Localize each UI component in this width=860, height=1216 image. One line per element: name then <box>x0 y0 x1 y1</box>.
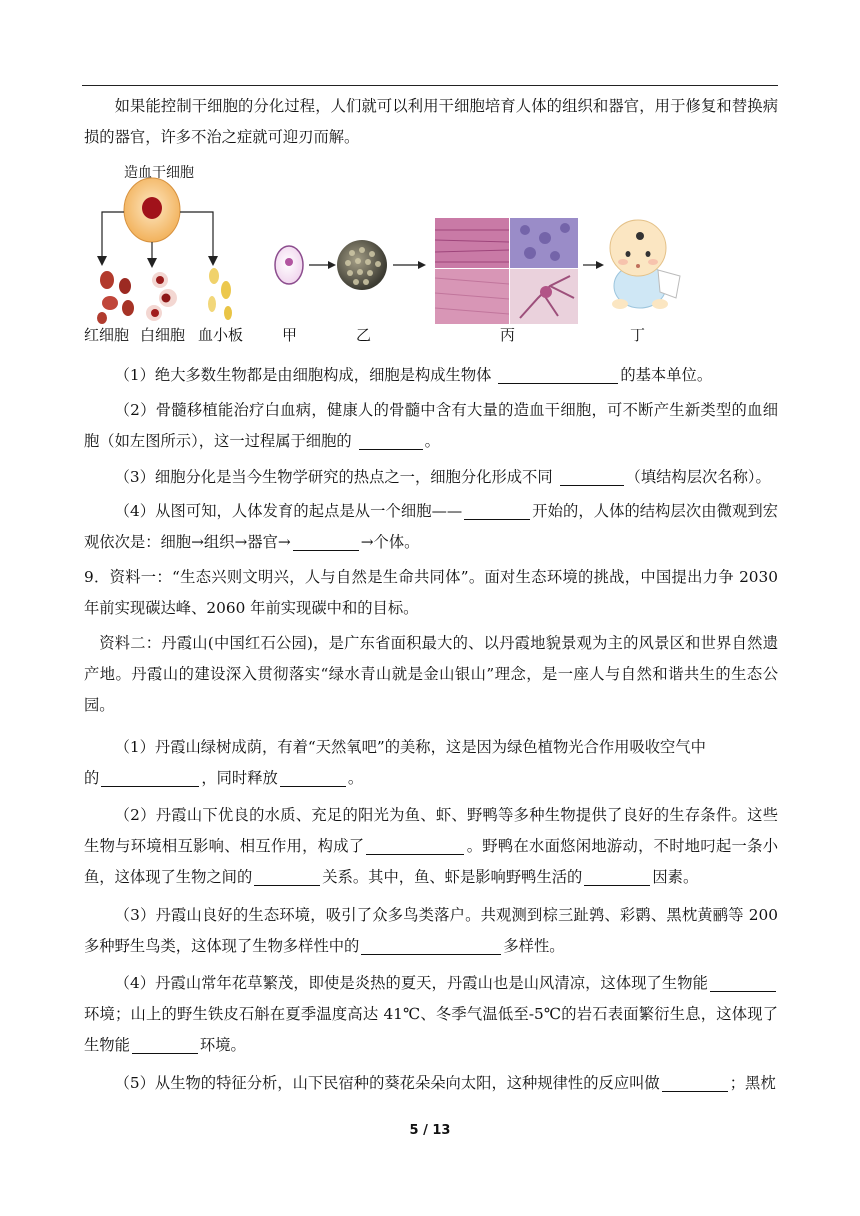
q9-item-4: （4）丹霞山常年花草繁茂，即使是炎热的夏天，丹霞山也是山风清凉，这体现了生物能环境；山上的野生铁皮石斛在夏季温度高达 41℃、冬季气温低至-5℃的岩石表面繁衍生息，这体现了生物能 环境。 <box>84 974 778 1054</box>
label-white-blood-cell: 白细胞 <box>140 326 186 344</box>
q9-material-1: 9．资料一：“生态兴则文明兴，人与自然是生命共同体”。面对生态环境的挑战，中国提出力争 2030 年前实现碳达峰、2060 年前实现碳中和的目标。 <box>84 568 778 617</box>
label-jia: 甲 <box>282 326 298 344</box>
stem-cell-title: 造血干细胞 <box>124 165 194 181</box>
q9-item-3: （3）丹霞山良好的生态环境，吸引了众多鸟类落户。共观测到棕三趾鹑、彩鹮、黑枕黄鹂等 200 多种野生鸟类，这体现了生物多样性中的 多样性。 <box>84 906 778 955</box>
q9-blank-2b[interactable] <box>254 867 320 886</box>
q9-blank-3[interactable] <box>361 936 501 955</box>
q9-blank-4a[interactable] <box>710 973 776 992</box>
q9-blank-5[interactable] <box>662 1073 728 1092</box>
intro-paragraph: 如果能控制干细胞的分化过程，人们就可以利用干细胞培育人体的组织和器官，用于修复和替换病损的器官，许多不治之症就可迎刃而解。 <box>84 97 778 146</box>
cell-ball <box>337 240 387 290</box>
label-platelet: 血小板 <box>198 326 244 344</box>
label-bing: 丙 <box>500 326 516 344</box>
page-number: 5 / 13 <box>409 1123 451 1138</box>
baby-illustration <box>610 220 680 309</box>
q8-blank-3[interactable] <box>560 467 624 486</box>
label-ding: 丁 <box>630 326 646 344</box>
q9-blank-1a[interactable] <box>101 768 199 787</box>
arrow-right <box>180 212 213 258</box>
platelets <box>208 268 232 320</box>
q9-blank-1b[interactable] <box>280 768 346 787</box>
q8-item-4: （4）从图可知，人体发育的起点是从一个细胞—— 开始的，人体的结构层次由微观到宏观依次是：细胞→组织→器官→ →个体。 <box>84 502 778 551</box>
q9-blank-4b[interactable] <box>132 1035 198 1054</box>
q9-blank-2c[interactable] <box>584 867 650 886</box>
q9-item-2: （2）丹霞山下优良的水质、充足的阳光为鱼、虾、野鸭等多种生物提供了良好的生存条件。这些生物与环境相互影响、相互作用，构成了 。野鸭在水面悠闲地游动，不时地叼起一条小鱼，这体现了生物之间的 关系。其中，鱼、虾是影响野鸭生活的 因素。 <box>84 806 778 886</box>
label-red-blood-cell: 红细胞 <box>84 326 130 344</box>
stem-cell-nucleus <box>142 197 162 219</box>
q9-item-1: （1）丹霞山绿树成荫，有着“天然氧吧”的美称，这是因为绿色植物光合作用吸收空气中 的 ，同时释放 。 <box>84 738 706 787</box>
header-rule <box>82 85 778 86</box>
q9-material-2: 资料二：丹霞山(中国红石公园)，是广东省面积最大的、以丹霞地貌景观为主的风景区和世界自然遗产地。丹霞山的建设深入贯彻落实“绿水青山就是金山银山”理念，是一座人与自然和谐共生的生态公园。 <box>84 634 778 714</box>
q9-item-5: （5）从生物的特征分析，山下民宿种的葵花朵朵向太阳，这种规律性的反应叫做 ；黑枕 <box>114 1074 776 1092</box>
q8-blank-4a[interactable] <box>464 501 530 520</box>
q8-item-1: （1）绝大多数生物都是由细胞构成，细胞是构成生物体 的基本单位。 <box>114 366 713 384</box>
q8-blank-1[interactable] <box>498 365 618 384</box>
q8-item-3: （3）细胞分化是当今生物学研究的热点之一，细胞分化形成不同 （填结构层次名称）。 <box>114 468 771 486</box>
label-yi: 乙 <box>356 326 372 344</box>
q8-blank-2[interactable] <box>359 431 423 450</box>
q8-blank-4b[interactable] <box>293 532 359 551</box>
q9-blank-2a[interactable] <box>366 836 464 855</box>
red-blood-cells <box>97 271 134 324</box>
q8-item-2: （2）骨髓移植能治疗白血病，健康人的骨髓中含有大量的造血干细胞，可不断产生新类型的血细胞（如左图所示），这一过程属于细胞的 。 <box>84 401 778 450</box>
tissue-images <box>435 218 578 324</box>
arrow-left <box>102 212 124 258</box>
white-blood-cells <box>146 272 177 321</box>
cell-differentiation-figure <box>80 158 700 358</box>
